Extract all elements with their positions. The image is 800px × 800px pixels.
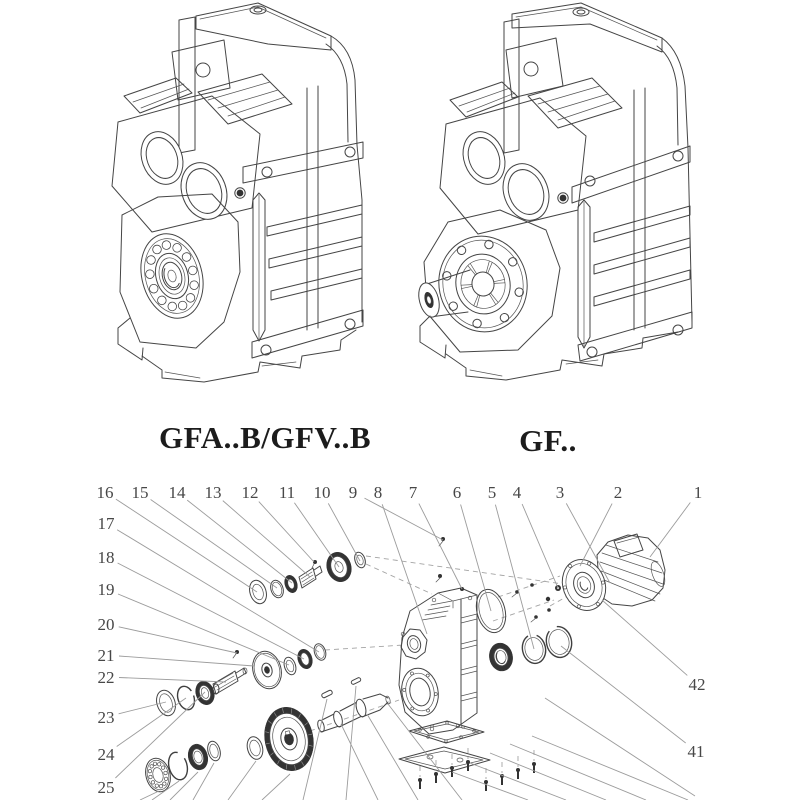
output-flange <box>430 228 536 340</box>
part-number-label-14: 14 <box>168 483 186 502</box>
leader-line-14 <box>187 500 292 583</box>
part-number-label-12: 12 <box>241 483 259 502</box>
leader-line-15 <box>151 500 277 589</box>
part-number-label-21: 21 <box>97 646 115 665</box>
model-caption-left: GFA..B/GFV..B <box>158 420 372 455</box>
model-caption-right: GF.. <box>519 423 577 458</box>
part-number-label-25: 25 <box>97 778 115 797</box>
part-number-label-22: 22 <box>97 668 115 687</box>
output-gear <box>259 703 319 776</box>
leader-line-2 <box>580 504 612 566</box>
input-pinion-assembly <box>247 549 368 606</box>
gear-2nd-stage <box>249 648 286 692</box>
leader-line-42 <box>602 600 687 675</box>
motor-flange <box>555 553 612 616</box>
part-number-label-13: 13 <box>204 483 222 502</box>
part-number-label-10: 10 <box>313 483 331 502</box>
part-number-label-17: 17 <box>97 514 115 533</box>
leader-line-10 <box>328 503 360 561</box>
leader-line-20 <box>119 627 237 653</box>
part-number-label-42: 42 <box>688 675 706 694</box>
exploded-view <box>140 534 695 800</box>
gearbox-left-drawing <box>112 3 363 382</box>
leader-line-16 <box>116 499 257 592</box>
part-number-label-41: 41 <box>687 742 705 761</box>
snap-ring <box>544 624 575 660</box>
part-number-label-20: 20 <box>97 615 115 634</box>
gearbox-right-drawing <box>415 3 692 380</box>
leader-line-18 <box>118 563 304 659</box>
part-number-label-8: 8 <box>373 483 383 502</box>
part-number-label-11: 11 <box>278 483 296 502</box>
output-shaft-assembly <box>142 677 391 795</box>
part-number-label-7: 7 <box>408 483 418 502</box>
part-callouts <box>97 483 706 797</box>
bearing-face <box>132 227 212 326</box>
part-number-label-16: 16 <box>96 483 114 502</box>
part-number-label-15: 15 <box>131 483 149 502</box>
leader-line-8 <box>382 504 427 634</box>
part-number-label-24: 24 <box>97 745 115 764</box>
part-number-label-18: 18 <box>97 548 115 567</box>
part-number-label-6: 6 <box>452 483 462 502</box>
leader-line-5 <box>495 505 534 649</box>
leader-line-12 <box>259 502 314 562</box>
part-number-label-3: 3 <box>555 483 565 502</box>
part-number-label-19: 19 <box>97 580 115 599</box>
part-number-label-4: 4 <box>512 483 522 502</box>
leader-line-19 <box>118 594 289 665</box>
part-number-label-5: 5 <box>487 483 497 502</box>
part-number-label-23: 23 <box>97 708 115 727</box>
part-number-label-9: 9 <box>348 483 358 502</box>
leader-line-9 <box>365 498 444 540</box>
housing <box>397 588 477 734</box>
part-number-label-2: 2 <box>613 483 623 502</box>
leader-line-1 <box>650 503 690 558</box>
leader-line-41 <box>561 646 686 743</box>
leader-line-4 <box>522 504 558 588</box>
motor <box>555 534 667 617</box>
ball-bearing <box>487 641 515 673</box>
part-number-label-1: 1 <box>693 483 703 502</box>
leader-line-11 <box>294 503 339 567</box>
bolts <box>418 748 536 791</box>
leader-line-22 <box>119 678 226 683</box>
